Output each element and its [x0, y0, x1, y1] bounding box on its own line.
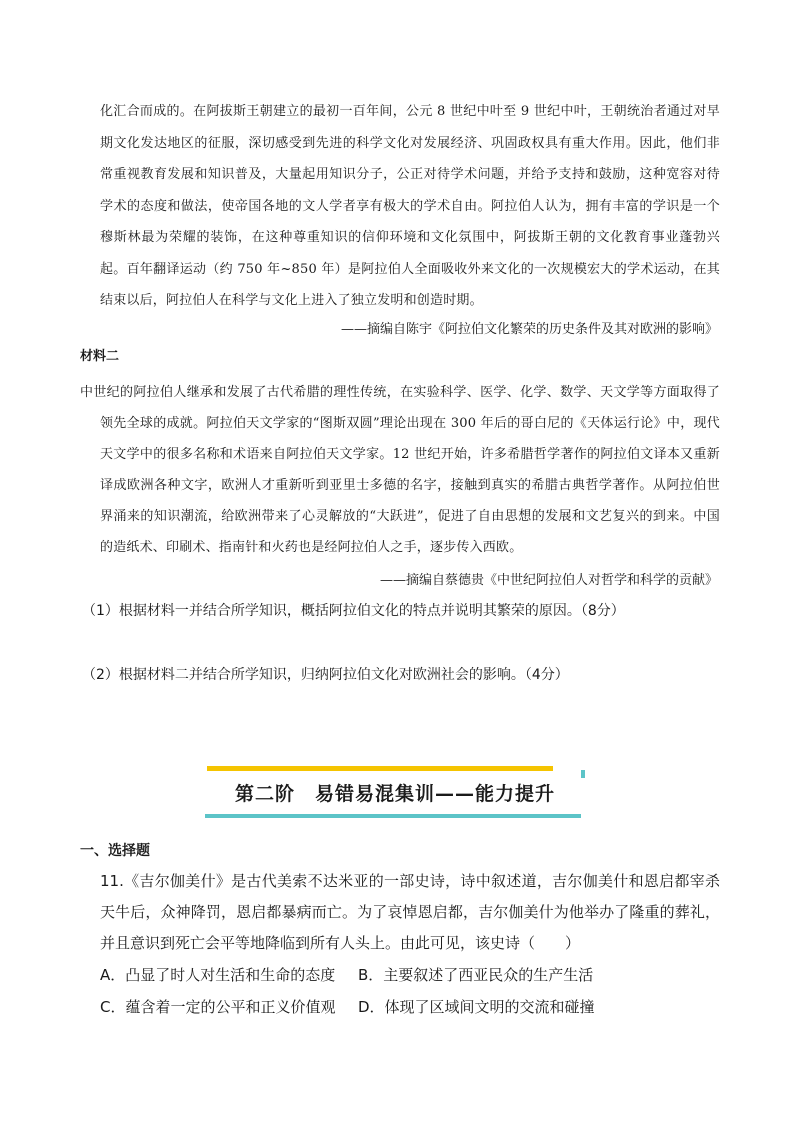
material-two-passage: [80, 377, 720, 563]
banner-top-stripe: [207, 766, 553, 771]
banner-bottom-stripe: [205, 814, 581, 818]
option-d: D．体现了区域间文明的交流和碰撞: [358, 998, 595, 1016]
material-two-label: 材料二: [80, 349, 120, 364]
material-one-source: ——摘编自陈宇《阿拉伯文化繁荣的历史条件及其对欧洲的影响》: [340, 322, 718, 337]
material-one-passage: [100, 96, 720, 317]
material-two-source: ——摘编自蔡德贵《中世纪阿拉伯人对哲学和科学的贡献》: [379, 573, 718, 588]
question-11-stem: 11.《吉尔伽美什》是古代美索不达米亚的一部史诗，诗中叙述道，吉尔伽美什和恩启都宰杀天牛后，众神降罚，恩启都暴病而亡。为了哀悼恩启都，吉尔伽美什为他举办了隆重的葬礼，并且意识到死亡会平等地降临到所有人头上。由此可见，该史诗（ ）: [100, 872, 720, 952]
section-heading: 一、选择题: [80, 843, 150, 859]
section-banner: [205, 766, 585, 818]
banner-title: 第二阶 易错易混集训——能力提升: [234, 783, 555, 805]
material-one-text: 化汇合而成的。在阿拔斯王朝建立的最初一百年间，公元 8 世纪中叶至 9 世纪中叶，王朝统治者通过对早期文化发达地区的征服，深切感受到先进的科学文化对发展经济、巩固政权具有重大作用。因此，他们非常重视教育发展和知识普及，大量起用知识分子，公正对待学术问题，并给予支持和鼓励，这种宽容对待学术的态度和做法，使帝国各地的文人学者享有极大的学术自由。阿拉伯人认为，拥有丰富的学识是一个穆斯林最为荣耀的装饰，在这种尊重知识的信仰环境和文化氛围中，阿拔斯王朝的文化教育事业蓬勃兴起。百年翻译运动（约 750 年~850 年）是阿拉伯人全面吸收外来文化的一次规模宏大的学术运动，在其结束以后，阿拉伯人在科学与文化上进入了独立发明和创造时期。: [100, 104, 720, 308]
banner-corner-stripe: [581, 770, 585, 778]
option-a: A．凸显了时人对生活和生命的态度: [100, 966, 336, 984]
question-11: [100, 866, 720, 959]
question-1: （1）根据材料一并结合所学知识，概括阿拉伯文化的特点并说明其繁荣的原因。（8分）: [82, 603, 625, 619]
question-2: （2）根据材料二并结合所学知识，归纳阿拉伯文化对欧洲社会的影响。（4分）: [82, 667, 569, 683]
option-b: B．主要叙述了西亚民众的生产生活: [358, 966, 594, 984]
option-c: C．蕴含着一定的公平和正义价值观: [100, 998, 336, 1016]
material-two-text: 中世纪的阿拉伯人继承和发展了古代希腊的理性传统，在实验科学、医学、化学、数学、天文学等方面取得了领先全球的成就。阿拉伯天文学家的“图斯双圆”理论出现在 300 年后的哥白尼的《天体运行论》中，现代天文学中的很多名称和术语来自阿拉伯天文学家。12 世纪开始，许多希腊哲学著作的阿拉伯文译本又重新译成欧洲各种文字，欧洲人才重新听到亚里士多德的名字，接触到真实的希腊古典哲学著作。从阿拉伯世界涌来的知识潮流，给欧洲带来了心灵解放的“大跃进”，促进了自由思想的发展和文艺复兴的到来。中国的造纸术、印刷术、指南针和火药也是经阿拉伯人之手，逐步传入西欧。: [80, 385, 720, 555]
